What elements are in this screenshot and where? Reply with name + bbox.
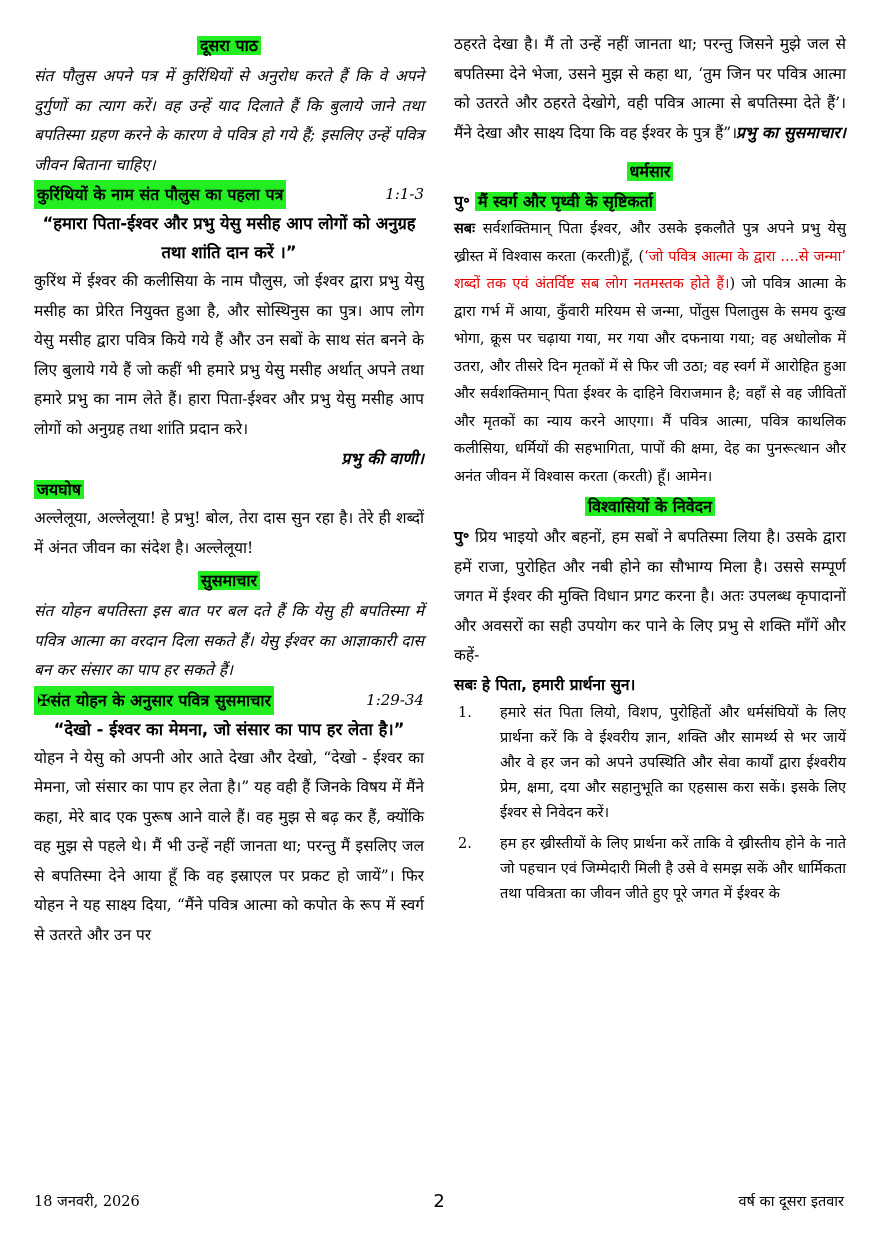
second-reading-intro: संत पौलुस अपने पत्र में कुरिंथियों से अनुरोध करते हैं कि वे अपने दुर्गुणों का त्याग करें। वह उन्हें याद दिलाते हैं कि बुलाये जाने तथा बपतिस्मा ग्रहण करने के कारण वे पवित्र हो गये हैं; इसलिए उन्हें पवित्र जीवन बिताना चाहिए। bbox=[34, 67, 424, 174]
footer-occasion: वर्ष का दूसरा इतवार bbox=[738, 1194, 844, 1210]
prayers-heading: विश्वासियों के निवेदन bbox=[585, 497, 715, 516]
right-column bbox=[454, 30, 846, 913]
acclamation-heading: जयघोष bbox=[34, 480, 84, 499]
gospel-heading-wrap bbox=[34, 567, 424, 595]
page-number: 2 bbox=[433, 1190, 445, 1212]
creed-text bbox=[454, 216, 846, 491]
creed-lead-row bbox=[454, 188, 846, 216]
second-reading-title-row bbox=[34, 180, 424, 209]
second-reading-text: कुरिंथ में ईश्वर की कलीसिया के नाम पौलुस, जो ईश्वर द्वारा प्रभु येसु मसीह का प्रेरित नियुक्त हुआ है, और सोस्थिनुस का पुत्र। आप लोग येसु मसीह द्वारा पवित्र किये गये हैं और उन सबों के साथ संत बनने के लिए बुलाये गये हैं जो कहीं भी हमारे प्रभु येसु मसीह अर्थात् अपने तथा हमारे प्रभु का नाम लेते हैं। हारा पिता-ईश्वर और प्रभु येसु मसीह आप लोगों को अनुग्रह तथा शांति प्रदान करे। bbox=[34, 272, 424, 438]
gospel-text-right: ठहरते देखा है। मैं तो उन्हें नहीं जानता था; परन्तु जिसने मुझे जल से बपतिस्मा देने भेजा, उसने मुझ से कहा था, ‘तुम जिन पर पवित्र आत्मा को उतरते और ठहरते देखोगे, वही पवित्र आत्मा से बपतिस्मा देते हैं’। मैंने देखा और साक्ष्य दिया कि वह ईश्वर के पुत्र हैं”। bbox=[454, 35, 846, 142]
creed-heading: धर्मसार bbox=[627, 162, 674, 181]
list-item-number: 1. bbox=[458, 704, 472, 721]
prayers-lead-text: प्रिय भाइयो और बहनों, हम सबों ने बपतिस्मा लिया है। उसके द्वारा हमें राजा, पुरोहित और नबी होने का सौभाग्य मिला है। उससे सम्पूर्ण जगत में ईश्वर की मुक्ति विधान प्रगट करना है। अतः उपलब्ध कृपादानों और अवसरों का सही उपयोग कर पाने के लिए प्रभु से शक्ति माँगें और कहें- bbox=[454, 528, 847, 664]
creed-red-note: ‘जो पवित्र आत्मा के द्वारा ....से जन्मा’ शब्दों तक एवं अंतर्विष्ट सब लोग नतमस्तक होते हैं। bbox=[454, 248, 846, 292]
gospel-intro: संत योहन बपतिस्ता इस बात पर बल दते हैं कि येसु ही बपतिस्मा में पवित्र आत्मा का वरदान दिला सकते हैं। येसु ईश्वर का आज्ञाकारी दास बन कर संसार का पाप हर सकते हैं। bbox=[34, 602, 424, 679]
cross-icon: ✠ bbox=[37, 690, 51, 710]
gospel-text-left: योहन ने येसु को अपनी ओर आते देखा और देखो, “देखो - ईश्वर का मेमना, जो संसार का पाप हर लेता है।” यह वही हैं जिनके विषय में मैंने कहा, मेरे बाद एक पुरूष आने वाले हैं। वह मुझ से बढ़ कर हैं, क्योंकि वह मुझ से पहले थे। मैं भी उन्हें नहीं जानता था; परन्तु मैं इसलिए जल से बपतिस्मा देने आया हूँ कि वह इस्राएल पर प्रकट हो जायें”। फिर योहन ने यह साक्ष्य दिया, “मैंने पवित्र आत्मा को कपोत के रूप में स्वर्ग से उतरते और उन पर bbox=[34, 748, 424, 944]
second-reading-ref: 1:1-3 bbox=[385, 185, 424, 203]
creed-text-a: सर्वशक्तिमान् पिता ईश्वर, और उसके इकलौते पुत्र अपने प्रभु येसु ख्रीस्त में विश्वास करता (करती)हूँ, ( bbox=[454, 221, 846, 265]
gospel-ref: 1:29-34 bbox=[366, 690, 424, 709]
list-item bbox=[454, 701, 846, 826]
gospel-title-row bbox=[34, 686, 424, 715]
prayers-lead bbox=[454, 523, 846, 671]
second-reading-title: कुरिंथियों के नाम संत पौलुस का पहला पत्र bbox=[34, 180, 286, 209]
gospel-quote: “देखो - ईश्वर का मेमना, जो संसार का पाप हर लेता है।” bbox=[53, 719, 405, 739]
prayers-lead-prefix: पु॰ bbox=[454, 528, 470, 546]
left-column bbox=[34, 30, 424, 950]
acclamation-heading-wrap bbox=[34, 476, 424, 504]
second-reading-heading: दूसरा पाठ bbox=[197, 36, 261, 55]
second-reading-quote: “हमारा पिता-ईश्वर और प्रभु येसु मसीह आप लोगों को अनुग्रह तथा शांति दान करें ।” bbox=[42, 214, 416, 262]
gospel-closing: प्रभु का सुसमाचार। bbox=[735, 123, 846, 142]
list-item bbox=[454, 832, 846, 907]
footer-date: 18 जनवरी, 2026 bbox=[34, 1194, 140, 1210]
list-item-text: हमारे संत पिता लियो, विशप, पुरोहितों और धर्मसंघियों के लिए प्रार्थना करें कि वे ईश्वरीय ज्ञान, शक्ति और सामर्थ्य से भर जायें और वे हर जन को अपने उपस्थिति और सेवा कार्यों द्वारा ईश्वरीय प्रेम, क्षमा, दया और सहानुभूति का एहसास करा सकें। इसके लिए ईश्वर से निवेदन करें। bbox=[500, 704, 846, 821]
creed-lead-prefix: पु॰ bbox=[454, 192, 470, 211]
page-footer bbox=[34, 1186, 844, 1216]
prayers-list bbox=[454, 701, 846, 907]
gospel-heading: सुसमाचार bbox=[198, 571, 260, 590]
list-item-text: हम हर ख्रीस्तीयों के लिए प्रार्थना करें ताकि वे ख्रीस्तीय होने के नाते जो पहचान एवं जिम्मेदारी मिली है उसे वे समझ सकें और धार्मिकता तथा पवित्रता का जीवन जीते हुए पूरे जगत में ईश्वर के bbox=[500, 835, 846, 902]
second-reading-heading-wrap bbox=[34, 32, 424, 60]
prayers-heading-wrap bbox=[454, 493, 846, 521]
creed-lead: मैं स्वर्ग और पृथ्वी के सृष्टिकर्ता bbox=[475, 192, 656, 211]
prayers-response: सबः हे पिता, हमारी प्रार्थना सुन। bbox=[454, 675, 636, 694]
list-item-number: 2. bbox=[458, 835, 472, 852]
creed-all-prefix: सबः bbox=[454, 221, 476, 237]
gospel-title-wrap bbox=[34, 686, 274, 715]
creed-text-b: ) जो पवित्र आत्मा के द्वारा गर्भ में आया, कुँवारी मरियम से जन्मा, पोंतुस पिलातुस के समय दुःख भोगा, क्रूस पर चढ़ाया गया, मर गया और दफनाया गया; वह अधोलोक में उतरा, और तीसरे दिन मृतकों में से फिर जी उठा; वह स्वर्ग में आरोहित हुआ और सर्वशक्तिमान् पिता ईश्वर के दाहिने विराजमान है; वहाँ से वह जीवितों और मृतकों का न्याय करने आएगा। मैं पवित्र आत्मा, पवित्र काथलिक कलीसिया, धर्मियों की सहभागिता, पापों की क्षमा, देह का पुनरूत्थान और अनंत जीवन में विश्वास करता (करती) हूँ। आमेन। bbox=[454, 276, 846, 485]
creed-heading-wrap bbox=[454, 158, 846, 186]
second-reading-closing: प्रभु की वाणी। bbox=[341, 449, 424, 468]
acclamation-text: अल्लेलूया, अल्लेलूया! हे प्रभु! बोल, तेरा दास सुन रहा है। तेरे ही शब्दों में अंनत जीवन का संदेश है। अल्लेलूया! bbox=[34, 509, 424, 557]
gospel-title: संत योहन के अनुसार पवित्र सुसमाचार bbox=[50, 690, 272, 710]
